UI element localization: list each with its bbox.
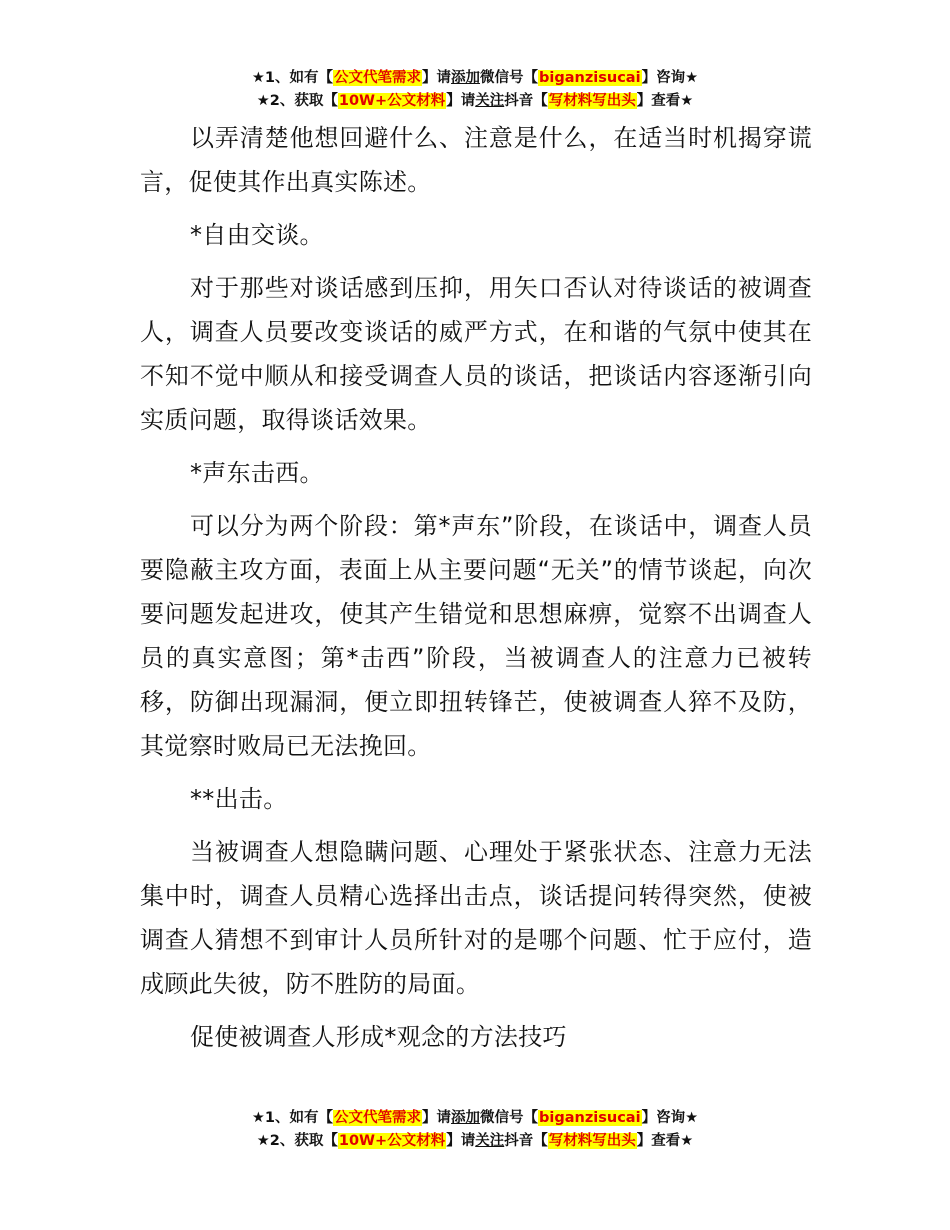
underlined-follow: 关注 [475, 93, 505, 109]
highlight-ghostwriting-request: 公文代笔需求 [334, 1110, 422, 1126]
header-banner-line-2 [0, 90, 950, 113]
section-heading-techniques: 促使被调查人形成*观念的方法技巧 [190, 1023, 567, 1051]
paragraph: 可以分为两个阶段：第*声东”阶段，在谈话中，调查人员要隐蔽主攻方面，表面上从主要问题“无关”的情节谈起，向次要问题发起进攻，使其产生错觉和思想麻痹，觉察不出调查人员的真实意图；第*击西”阶段，当被调查人的注意力已被转移，防御出现漏洞，便立即扭转锋芒，使被调查人猝不及防，其觉察时败局已无法挽回。 [140, 512, 812, 760]
underlined-follow: 关注 [475, 1133, 505, 1149]
banner-text: 】请 [446, 1133, 476, 1149]
banner-text: 抖音【 [504, 1133, 548, 1149]
highlight-ghostwriting-request: 公文代笔需求 [334, 70, 422, 86]
paragraph: 当被调查人想隐瞒问题、心理处于紧张状态、注意力无法集中时，调查人员精心选择出击点，谈话提问转得突然，使被调查人猜想不到审计人员所针对的是哪个问题、忙于应付，造成顾此失彼，防不胜防的局面。 [140, 838, 812, 998]
section-heading-feint: *声东击西。 [190, 459, 324, 487]
banner-text: 】请 [422, 70, 452, 86]
footer-banner-line-2 [0, 1130, 950, 1153]
banner-text: 】请 [422, 1110, 452, 1126]
banner-text: 】查看★ [636, 1133, 694, 1149]
banner-text: 】咨询★ [641, 70, 699, 86]
footer-banner [0, 1107, 950, 1153]
highlight-douyin-account: 写材料写出头 [548, 93, 636, 109]
banner-text: ★2、获取【 [256, 93, 338, 109]
highlight-materials: 10W+公文材料 [338, 1133, 446, 1149]
banner-text: 微信号【 [480, 1110, 539, 1126]
banner-text: 抖音【 [504, 93, 548, 109]
banner-text: 】咨询★ [641, 1110, 699, 1126]
footer-banner-line-1 [0, 1107, 950, 1130]
banner-text: ★1、如有【 [251, 70, 334, 86]
banner-text: 微信号【 [480, 70, 539, 86]
document-body [140, 116, 812, 1068]
underlined-add: 添加 [451, 70, 481, 86]
banner-text: 】查看★ [636, 93, 694, 109]
highlight-materials: 10W+公文材料 [338, 93, 446, 109]
section-heading-free-talk: *自由交谈。 [190, 221, 324, 249]
header-banner [0, 67, 950, 113]
paragraph: 对于那些对谈话感到压抑，用矢口否认对待谈话的被调查人，调查人员要改变谈话的威严方式，在和谐的气氛中使其在不知不觉中顺从和接受调查人员的谈话，把谈话内容逐渐引向实质问题，取得谈话效果。 [140, 274, 812, 434]
section-heading-strike: **出击。 [190, 785, 288, 813]
highlight-douyin-account: 写材料写出头 [548, 1133, 636, 1149]
highlight-wechat-id: biganzisucai [539, 1110, 641, 1126]
highlight-wechat-id: biganzisucai [539, 70, 641, 86]
underlined-add: 添加 [451, 1110, 481, 1126]
header-banner-line-1 [0, 67, 950, 90]
banner-text: ★1、如有【 [251, 1110, 334, 1126]
banner-text: 】请 [446, 93, 476, 109]
paragraph: 以弄清楚他想回避什么、注意是什么，在适当时机揭穿谎言，促使其作出真实陈述。 [140, 124, 812, 196]
banner-text: ★2、获取【 [256, 1133, 338, 1149]
